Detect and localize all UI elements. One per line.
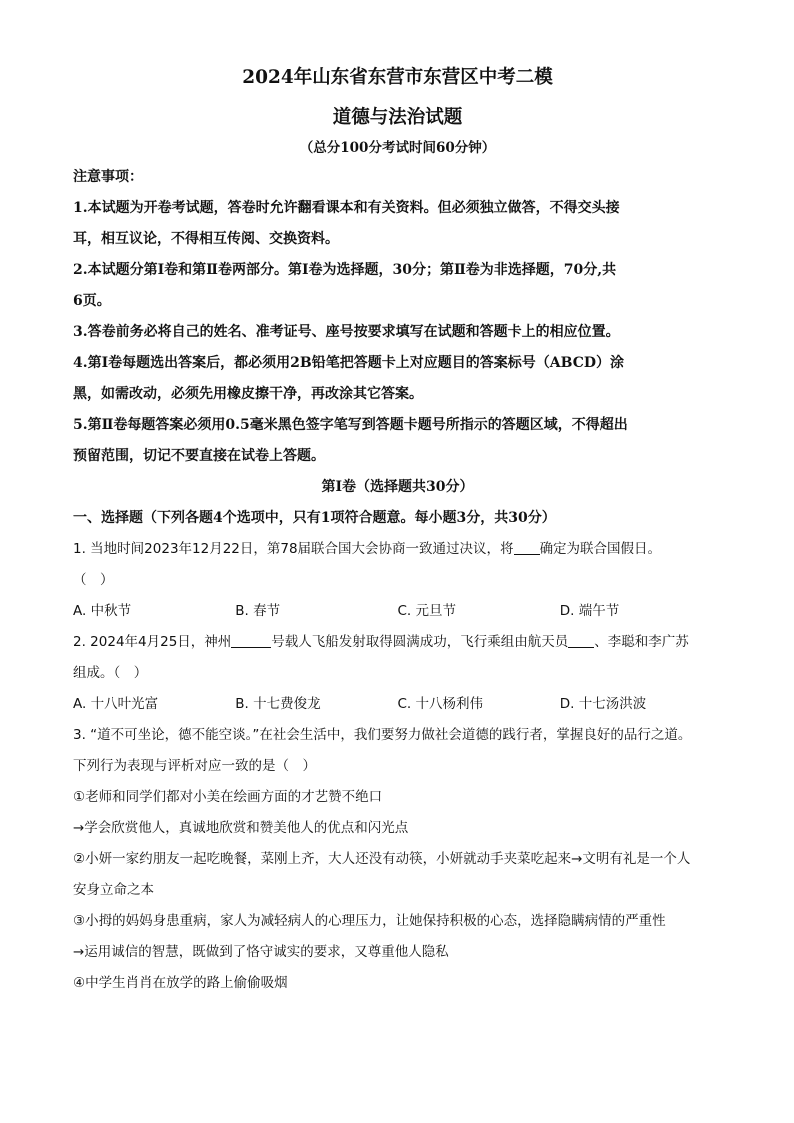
question-3-line: →运用诚信的智慧，既做到了恪守诚实的要求，又尊重他人隐私 [73,944,449,960]
notice-line: 预留范围，切记不要直接在试卷上答题。 [73,448,325,464]
notice-line: 3.答卷前务必将自己的姓名、准考证号、座号按要求填写在试题和答题卡上的相应位置。 [73,324,620,340]
option-b[interactable]: B. 春节 [235,603,281,619]
question-3-line: ④中学生肖肖在放学的路上偷偷吸烟 [73,975,288,991]
question-2-text: 、李聪和李广苏 [594,634,689,650]
question-3-line: ③小拇的妈妈身患重病，家人为减轻病人的心理压力，让她保持积极的心态，选择隐瞒病情的严重性 [73,913,666,929]
notice-line: 6页。 [73,293,111,309]
question-3-line: ①老师和同学们都对小美在绘画方面的才艺赞不绝口 [73,789,383,805]
section-heading: 一、选择题（下列各题4个选项中，只有1项符合题意。每小题3分，共30分） [73,510,556,526]
option-b[interactable]: B. 十七费俊龙 [235,696,321,712]
question-2-stem [73,627,722,658]
question-2 [73,627,722,720]
question-3 [73,720,722,999]
question-1-stem [73,534,722,565]
notice-heading: 注意事项： [73,169,143,185]
question-2-text: 2. 2024年4月25日，神州 [73,634,232,650]
answer-blank [514,540,540,555]
subject-title: 道德与法治试题 [332,107,463,128]
question-3-line: 下列行为表现与评析对应一致的是（ ） [73,758,316,774]
question-3-line: ②小妍一家约朋友一起吃晚餐，菜刚上齐，大人还没有动筷，小妍就动手夹菜吃起来→文明有礼是一个人 [73,851,691,867]
option-a[interactable]: A. 十八叶光富 [73,696,159,712]
question-2-stem-cont: 组成。（ ） [73,665,148,681]
question-3-line: 安身立命之本 [73,882,154,898]
answer-blank [568,633,594,648]
question-1 [73,534,722,627]
answer-blank [231,633,271,648]
option-c[interactable]: C. 元旦节 [397,603,457,619]
notice-line: 耳，相互议论，不得相互传阅、交换资料。 [73,231,339,247]
exam-duration-note: （总分100分考试时间60分钟） [299,140,496,156]
question-3-line: 3. “道不可坐论，德不能空谈。”在社会生活中，我们要努力做社会道德的践行者，掌握良好的品行之道。 [73,727,692,743]
section-title: 第Ⅰ卷（选择题共30分） [321,479,474,495]
question-1-text: 1. 当地时间2023年12月22日，第78届联合国大会协商一致通过决议，将 [73,541,514,557]
question-1-options [73,596,722,627]
notice-line: 黑，如需改动，必须先用橡皮擦干净，再改涂其它答案。 [73,386,423,402]
question-1-text: 确定为联合国假日。 [539,541,662,557]
question-1-bracket: （ ） [73,572,114,588]
exam-title: 2024年山东省东营市东营区中考二模 [242,67,553,88]
notice-line: 5.第Ⅱ卷每题答案必须用0.5毫米黑色签字笔写到答题卡题号所指示的答题区域，不得超出 [73,417,628,433]
notice-block [73,162,722,472]
question-2-text: 号载人飞船发射取得圆满成功，飞行乘组由航天员 [271,634,569,650]
notice-line: 1.本试题为开卷考试题，答卷时允许翻看课本和有关资料。但必须独立做答，不得交头接 [73,200,620,216]
question-2-options [73,689,722,720]
option-d[interactable]: D. 端午节 [559,603,620,619]
option-c[interactable]: C. 十八杨利伟 [397,696,484,712]
option-d[interactable]: D. 十七汤洪波 [559,696,647,712]
question-3-line: →学会欣赏他人，真诚地欣赏和赞美他人的优点和闪光点 [73,820,409,836]
notice-line: 2.本试题分第Ⅰ卷和第Ⅱ卷两部分。第Ⅰ卷为选择题，30分；第Ⅱ卷为非选择题，70分,共 [73,262,617,278]
option-a[interactable]: A. 中秋节 [73,603,132,619]
notice-line: 4.第Ⅰ卷每题选出答案后，都必须用2B铅笔把答题卡上对应题目的答案标号（ABCD）涂 [73,355,624,371]
